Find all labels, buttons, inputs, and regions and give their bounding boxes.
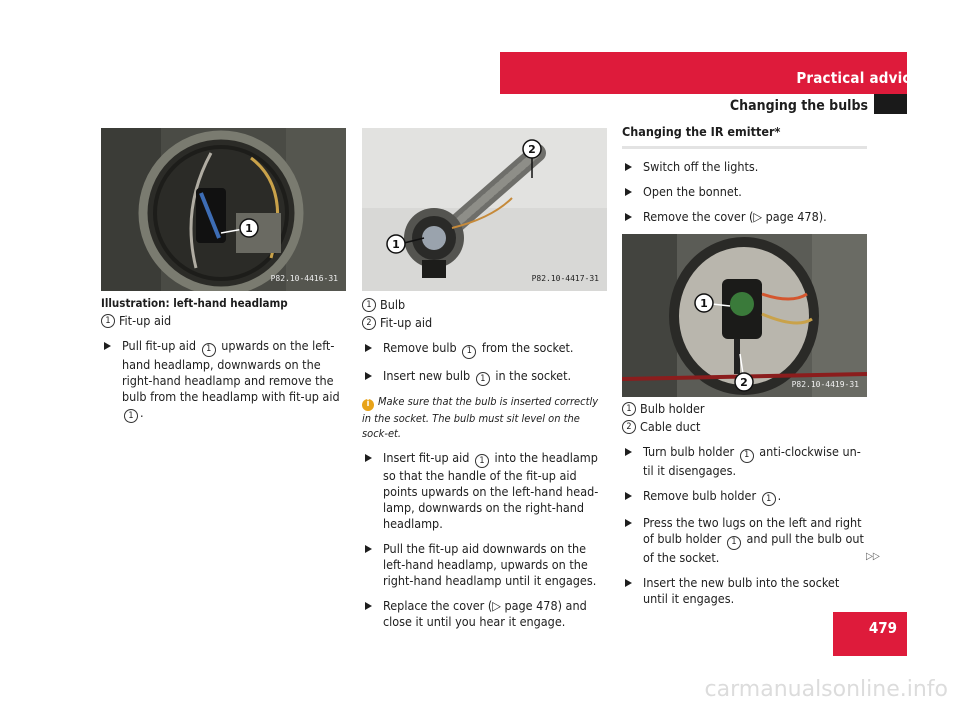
instruction-step: Turn bulb holder 1 anti-clockwise un-til it disengages. <box>622 444 867 479</box>
instruction-step: Insert fit-up aid 1 into the headlamp so that the handle of the fit-up aid points upwards on the left-hand head-lamp, downwards on the right-hand headlamp. <box>362 450 607 533</box>
page-number: 479 <box>868 619 897 637</box>
bulb-photo-illustration <box>362 128 607 291</box>
photo-bulb-fitup-aid <box>362 128 607 291</box>
legend-item <box>622 401 867 417</box>
legend-label: Cable duct <box>640 419 701 434</box>
column-middle <box>362 128 607 630</box>
instruction-step: Remove bulb holder 1 . <box>622 488 867 507</box>
callout-number-2: 2 <box>622 420 636 434</box>
svg-text:1: 1 <box>392 238 400 251</box>
watermark: carmanualsonline.info <box>704 677 948 702</box>
callout-number-1: 1 <box>476 372 490 386</box>
legend-label: Bulb holder <box>640 401 705 416</box>
callout-number-1: 1 <box>101 314 115 328</box>
instruction-step: Press the two lugs on the left and right of bulb holder 1 and pull the bulb out of the socket. <box>622 515 867 566</box>
legend-label: Bulb <box>380 297 406 312</box>
legend-label: Fit-up aid <box>380 315 433 330</box>
svg-text:2: 2 <box>528 143 536 156</box>
photo-left-headlamp <box>101 128 346 291</box>
callout-number-2: 2 <box>362 316 376 330</box>
instruction-step: Insert the new bulb into the socket until it engages. <box>622 575 867 607</box>
page-title: Changing the bulbs <box>729 98 868 114</box>
info-note <box>362 394 607 441</box>
legend-item <box>362 315 607 331</box>
instruction-step: Switch off the lights. <box>622 159 867 175</box>
legend-item <box>622 419 867 435</box>
illustration-caption: Illustration: left-hand headlamp <box>101 296 288 310</box>
callout-number-1: 1 <box>622 402 636 416</box>
legend-label: Fit-up aid <box>119 313 172 328</box>
callout-number-1: 1 <box>727 536 741 550</box>
svg-text:2: 2 <box>740 376 748 389</box>
photo-code: P82.10-4417-31 <box>531 274 599 283</box>
callout-number-1: 1 <box>475 454 489 468</box>
legend-item <box>101 313 346 329</box>
ir-emitter-photo-illustration <box>622 234 867 397</box>
instruction-step: Remove bulb 1 from the socket. <box>362 340 607 359</box>
callout-number-1: 1 <box>362 298 376 312</box>
callout-number-1: 1 <box>462 345 476 359</box>
black-tab-marker <box>874 94 907 114</box>
photo-code: P82.10-4419-31 <box>791 380 859 389</box>
callout-number-1: 1 <box>202 343 216 357</box>
note-text: Make sure that the bulb is inserted correctly in the socket. The bulb must sit level on the sock-et. <box>362 395 599 440</box>
continue-arrows-icon: ▷▷ <box>866 551 880 562</box>
callout-number-1: 1 <box>762 492 776 506</box>
instruction-step: Pull fit-up aid 1 upwards on the left-hand headlamp, downwards on the right-hand headlamp and remove the bulb from the headlamp with fit-up aid 1 . <box>101 338 346 423</box>
instruction-step: Remove the cover (▷ page 478). <box>622 209 867 225</box>
photo-code: P82.10-4416-31 <box>270 274 338 283</box>
headlamp-photo-illustration <box>101 128 346 291</box>
section-title: Practical advice <box>796 69 920 87</box>
svg-text:1: 1 <box>245 222 253 235</box>
section-heading: Changing the IR emitter* <box>622 124 867 149</box>
instruction-step: Open the bonnet. <box>622 184 867 200</box>
info-icon: i <box>362 399 374 411</box>
callout-number-1: 1 <box>740 449 754 463</box>
column-right <box>622 124 867 607</box>
callout-number-1: 1 <box>124 409 138 423</box>
instruction-step: Pull the fit-up aid downwards on the left-hand headlamp, upwards on the right-hand headlamp until it engages. <box>362 541 607 589</box>
instruction-step: Replace the cover (▷ page 478) and close it until you hear it engage. <box>362 598 607 630</box>
svg-text:1: 1 <box>700 297 708 310</box>
legend-item <box>362 297 607 313</box>
photo-ir-emitter <box>622 234 867 397</box>
instruction-step: Insert new bulb 1 in the socket. <box>362 368 607 387</box>
column-left <box>101 128 346 423</box>
